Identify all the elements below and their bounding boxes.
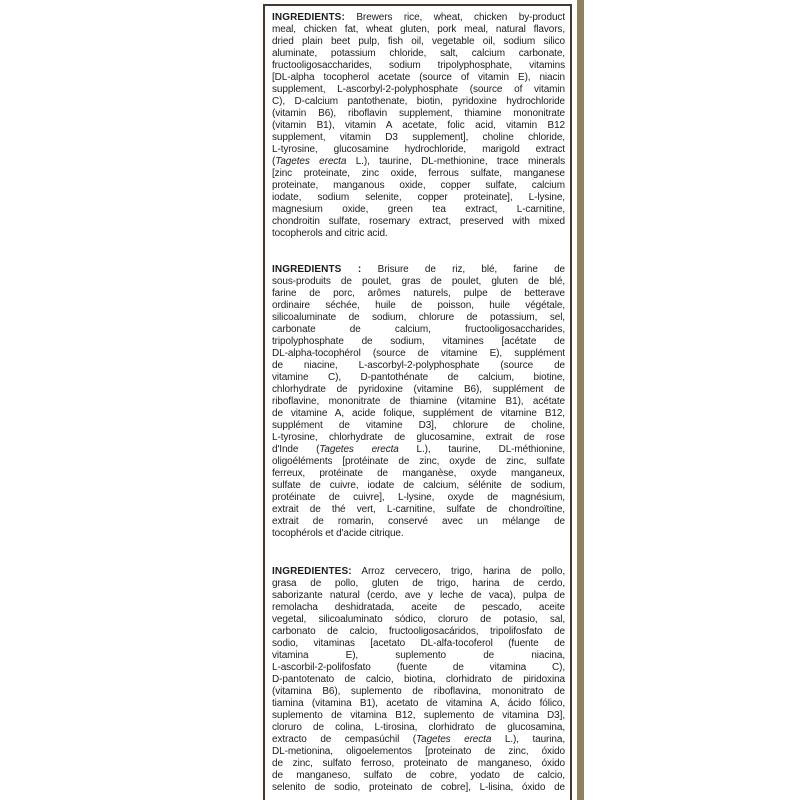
ingredient-text: sodio, vitaminas [acetato DL-alfa-tocoferol (fuente de [272,638,565,649]
ingredient-text: tiamina (vitamina B1), acetato de vitamina A, ácido fólico, [272,698,565,709]
ingredient-line [272,626,565,638]
ingredient-text: de vitamine A, acide folique, supplément de vitamine B12, [272,408,565,419]
ingredient-text: carbonate de calcium, fructooligosaccharides, [272,324,565,335]
ingredient-text: magnesium oxide, green tea extract, L-carnitine, [272,204,565,215]
ingredient-text: [DL-alpha tocopherol acetate (source of vitamin E), niacin [272,72,565,83]
ingredient-line [272,602,565,614]
ingredient-line [272,578,565,590]
ingredient-text: iodate, sodium selenite, copper proteinate], L-lysine, [272,192,565,203]
ingredient-line [272,84,565,96]
ingredient-text: tocopherols and citric acid. [272,228,388,239]
ingredient-line [272,12,565,24]
ingredient-text: vitamine C), D-pantothénate de calcium, biotine, [272,372,565,383]
ingredient-text: vitamina E), suplemento de niacina, [272,650,565,661]
ingredient-line [272,360,565,372]
ingredient-text: chondroitin sulfate, rosemary extract, preserved with mixed [272,216,565,227]
ingredient-line [272,638,565,650]
ingredient-line [272,456,565,468]
paragraph-heading: INGREDIENTES: [272,566,352,577]
ingredient-line [272,432,565,444]
ingredient-line [272,144,565,156]
paragraph-heading: INGREDIENTS: [272,12,345,23]
ingredient-line [272,48,565,60]
ingredient-text: [zinc proteinate, zinc oxide, ferrous sulfate, manganese [272,168,565,179]
ingredient-text: L.), taurina, [491,734,565,745]
ingredient-text: meal, chicken fat, wheat gluten, pork meal, natural flavors, [272,24,565,35]
ingredient-text: Arroz cervecero, trigo, harina de pollo, [351,566,565,577]
ingredient-line [272,420,565,432]
ingredients-paragraph-es [272,566,565,794]
ingredient-text: proteinate, manganous oxide, copper sulfate, calcium [272,180,565,191]
ingredient-text: D-pantotenato de calcio, biotina, clorhidrato de piridoxina [272,674,565,685]
ingredient-line [272,168,565,180]
ingredient-text: oligoéléments [protéinate de zinc, oxyde de zinc, sulfate [272,456,565,467]
ingredient-line [272,120,565,132]
ingredient-text: L.), taurine, DL-methionine, trace minerals [346,156,565,167]
ingredient-line [272,468,565,480]
ingredient-text: chlorhydrate de pyridoxine (vitamine B6), supplément de [272,384,565,395]
ingredient-text: extrait de romarin, conservé avec un mélange de [272,516,565,527]
ingredient-text: supplement, vitamin D3 supplement], choline chloride, [272,132,565,143]
ingredient-text: ferreux, protéinate de manganèse, oxyde manganeux, [272,468,565,479]
ingredient-text: cloruro de colina, L-tirosina, clorhidrato de glucosamina, [272,722,565,733]
ingredient-text: sulfate de cuivre, iodate de calcium, sélénite de sodium, [272,480,565,491]
ingredient-text: ordinaire séchée, huile de poisson, huile végétale, [272,300,565,311]
ingredient-line [272,758,565,770]
ingredient-text: grasa de pollo, gluten de trigo, harina de cerdo, [272,578,565,589]
ingredient-text: carbonato de calcio, fructooligosacáridos, tripolifosfato de [272,626,565,637]
ingredient-line [272,276,565,288]
ingredient-text: sous-produits de poulet, gras de poulet, gluten de blé, [272,276,565,287]
label-border-top [263,4,572,6]
ingredient-line [272,108,565,120]
ingredient-text: selenito de sodio, proteinato de cobre], L-lisina, óxido de [272,782,565,793]
ingredient-line [272,746,565,758]
ingredient-text: extracto de cempasúchil ( [272,734,417,745]
ingredient-text: riboflavine, mononitrate de thiamine (vitamine B1), acétate [272,396,565,407]
ingredient-line [272,492,565,504]
botanical-name: Tagetes erecta [416,734,492,745]
ingredient-line [272,504,565,516]
ingredient-line [272,204,565,216]
ingredient-line [272,156,565,168]
ingredient-line [272,698,565,710]
ingredient-text: DL-metionina, oligoelementos [proteinato de zinc, óxido [272,746,565,757]
label-accent-band [577,0,584,800]
ingredient-line [272,288,565,300]
ingredient-line [272,444,565,456]
ingredient-text: vegetal, silicoaluminato sódico, cloruro de potasio, sal, [272,614,565,625]
label-border-left [263,4,265,800]
ingredient-text: tocophérols et d'acide citrique. [272,528,404,539]
ingredient-line [272,96,565,108]
ingredient-text: fructooligosaccharides, sodium tripolyphosphate, vitamins [272,60,565,71]
ingredient-line [272,590,565,602]
ingredient-text: L.), taurine, DL-méthionine, [398,444,565,455]
ingredient-text: aluminate, potassium chloride, salt, calcium carbonate, [272,48,565,59]
botanical-name: Tagetes erecta [275,156,347,167]
ingredient-line [272,372,565,384]
ingredient-line [272,782,565,794]
ingredient-text: C), D-calcium pantothenate, biotin, pyridoxine hydrochloride [272,96,565,107]
ingredient-line [272,686,565,698]
ingredient-line [272,734,565,746]
ingredient-text: Brewers rice, wheat, chicken by-product [344,12,565,23]
ingredient-text: L-tyrosine, glucosamine hydrochloride, marigold extract [272,144,565,155]
ingredient-text: L-tyrosine, chlorhydrate de glucosamine, extrait de rose [272,432,565,443]
ingredients-paragraph-en [272,12,565,240]
ingredient-text: (vitamin B1), vitamin A acetate, folic acid, vitamin B12 [272,120,565,131]
ingredient-line [272,770,565,782]
ingredient-line [272,180,565,192]
ingredient-line [272,384,565,396]
ingredient-line [272,228,565,240]
paragraph-heading: INGRÉDIENTS : [272,264,362,275]
ingredient-line [272,650,565,662]
ingredient-text: de manganeso, sulfato de cobre, yodato de calcio, [272,770,565,781]
ingredient-text: d'Inde ( [272,444,320,455]
ingredient-line [272,24,565,36]
ingredient-line [272,60,565,72]
ingredient-text: farine de porc, arômes naturels, pulpe de betterave [272,288,565,299]
ingredient-line [272,722,565,734]
ingredient-text: ( [272,156,276,167]
ingredient-line [272,264,565,276]
ingredient-line [272,662,565,674]
ingredient-line [272,408,565,420]
ingredient-text: dried plain beet pulp, fish oil, vegetable oil, sodium silico [272,36,565,47]
ingredient-text: de zinc, sulfato ferroso, proteinato de manganeso, óxido [272,758,565,769]
ingredient-text: extrait de thé vert, L-carnitine, sulfate de chondroïtine, [272,504,565,515]
ingredients-paragraph-fr [272,264,565,540]
ingredient-text: silicoaluminate de sodium, chlorure de potassium, sel, [272,312,565,323]
ingredient-line [272,614,565,626]
ingredient-text: protéinate de cuivre], L-lysine, oxyde de magnésium, [272,492,565,503]
botanical-name: Tagetes erecta [319,444,399,455]
ingredient-line [272,192,565,204]
ingredient-text: tripolyphosphate de sodium, vitamines [acétate de [272,336,565,347]
ingredient-line [272,566,565,578]
ingredients-text [272,12,565,794]
ingredient-line [272,36,565,48]
ingredient-text: saborizante natural (cerdo, ave y leche de vaca), pulpa de [272,590,565,601]
ingredient-text: (vitamina B6), suplemento de riboflavina, mononitrato de [272,686,565,697]
ingredient-line [272,674,565,686]
ingredient-line [272,72,565,84]
ingredient-text: remolacha deshidratada, aceite de pescado, aceite [272,602,565,613]
ingredient-line [272,324,565,336]
ingredient-text: DL-alpha-tocophérol (source de vitamine E), supplément [272,348,565,359]
ingredient-text: L-ascorbil-2-polifosfato (fuente de vitamina C), [272,662,565,673]
ingredient-line [272,348,565,360]
ingredient-text: de niacine, L-ascorbyl-2-polyphosphate (source de [272,360,565,371]
ingredient-text: suplemento de vitamina B12, suplemento de vitamina D3], [272,710,565,721]
ingredient-text: Brisure de riz, blé, farine de [361,264,565,275]
ingredient-line [272,132,565,144]
label-border-right [570,4,572,800]
ingredient-line [272,396,565,408]
ingredient-line [272,528,565,540]
ingredient-text: supplement, L-ascorbyl-2-polyphosphate (source of vitamin [272,84,565,95]
ingredient-text: supplément de vitamine D3], chlorure de choline, [272,420,565,431]
ingredient-line [272,516,565,528]
ingredient-line [272,300,565,312]
ingredient-line [272,312,565,324]
ingredient-line [272,336,565,348]
ingredient-text: (vitamin B6), riboflavin supplement, thiamine mononitrate [272,108,565,119]
ingredient-line [272,216,565,228]
ingredient-line [272,710,565,722]
ingredient-line [272,480,565,492]
